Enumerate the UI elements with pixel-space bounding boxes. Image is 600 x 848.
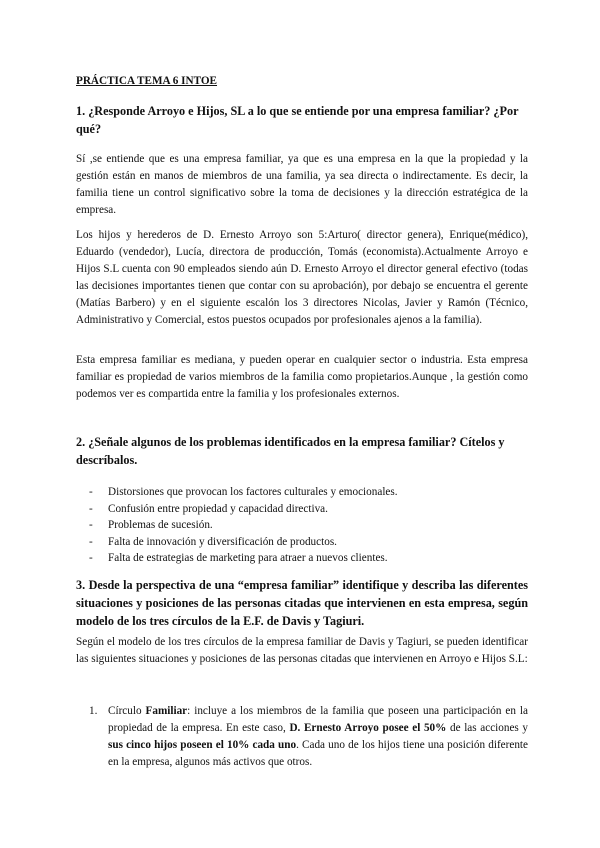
bullet-dash: - [89, 519, 93, 531]
item-text-1: Círculo [108, 705, 146, 717]
problems-list [76, 484, 528, 567]
item-text-3: de las acciones y [446, 722, 529, 734]
list-item [76, 501, 528, 518]
question-3-paragraph-1: Según el modelo de los tres círculos de la empresa familiar de Davis y Tagiuri, se pueden identificar las siguientes situaciones y posiciones de las personas citadas que intervienen en Arroyo e Hijos S.L: [76, 636, 528, 665]
document-title: PRÁCTICA TEMA 6 INTOE [76, 75, 218, 87]
item-bold-familiar: Familiar [145, 705, 188, 717]
question-2-heading: 2. ¿Señale algunos de los problemas identificados en la empresa familiar? Cítelos y descríbalos. [76, 435, 505, 467]
list-item-text: Distorsiones que provocan los factores culturales y emocionales. [108, 486, 398, 498]
item-text-4: . Cada uno de los hijos tiene una posición diferente en la empresa, algunos más activos que otros. [108, 739, 528, 768]
item-bold-ernesto: D. Ernesto Arroyo posee el 50% [289, 722, 447, 734]
list-item [76, 534, 528, 551]
list-item [76, 484, 528, 501]
question-1-paragraph-2: Los hijos y herederos de D. Ernesto Arroyo son 5:Arturo( director genera), Enrique(médico), Eduardo (vendedor), Lucía, directora de producción, Tomás (economista).Actualmente Arroyo e Hijos S.L cuenta con 90 empleados siendo aún D. Ernesto Arroyo el director general efectivo (todas las decisiones importantes tienen que contar con su aprobación), por debajo se encuentra el gerente (Matías Barbero) y en el siguiente escalón los 3 directores Nicolas, Javier y Ramón (Técnico, Administrativo y Comercial, estos puestos ocupados por profesionales ajenos a la familia). [76, 229, 528, 326]
question-1-paragraph-1: Sí ,se entiende que es una empresa familiar, ya que es una empresa en la que la propiedad y la gestión están en manos de miembros de una familia, ya sea directa o indirectamente. Es decir, la familia tiene un control significativo sobre la toma de decisiones y la dirección estratégica de la empresa. [76, 153, 528, 216]
list-number: 1. [89, 705, 98, 717]
bullet-dash: - [89, 486, 93, 498]
bullet-dash: - [89, 535, 93, 548]
list-item-text: Problemas de sucesión. [108, 519, 213, 531]
list-item [76, 703, 528, 771]
question-1-heading: 1. ¿Responde Arroyo e Hijos, SL a lo que se entiende por una empresa familiar? ¿Por qué? [76, 104, 519, 136]
item-text-2: : incluye a los miembros de la familia que poseen una participación en la propiedad de la empresa. En este caso, [108, 705, 528, 734]
circles-list [76, 703, 528, 771]
bullet-dash: - [89, 502, 93, 515]
bullet-dash: - [89, 552, 93, 564]
list-item-text: Confusión entre propiedad y capacidad directiva. [108, 502, 328, 515]
question-1-paragraph-3: Esta empresa familiar es mediana, y pueden operar en cualquier sector o industria. Esta empresa familiar es propiedad de varios miembros de la familia como propietarios.Aunque , la gestión como podemos ver es compartida entre la familia y los profesionales externos. [76, 354, 528, 400]
list-item-text: Falta de innovación y diversificación de productos. [108, 535, 337, 548]
list-item [76, 550, 528, 567]
list-item-text: Falta de estrategias de marketing para atraer a nuevos clientes. [108, 552, 388, 564]
item-bold-hijos: sus cinco hijos poseen el 10% cada uno [108, 739, 297, 751]
question-3-heading: 3. Desde la perspectiva de una “empresa familiar” identifique y describa las diferentes situaciones y posiciones de las personas citadas que intervienen en esta empresa, según modelo de los tres círculos de la E.F. de Davis y Tagiuri. [76, 578, 528, 628]
list-item [76, 517, 528, 534]
